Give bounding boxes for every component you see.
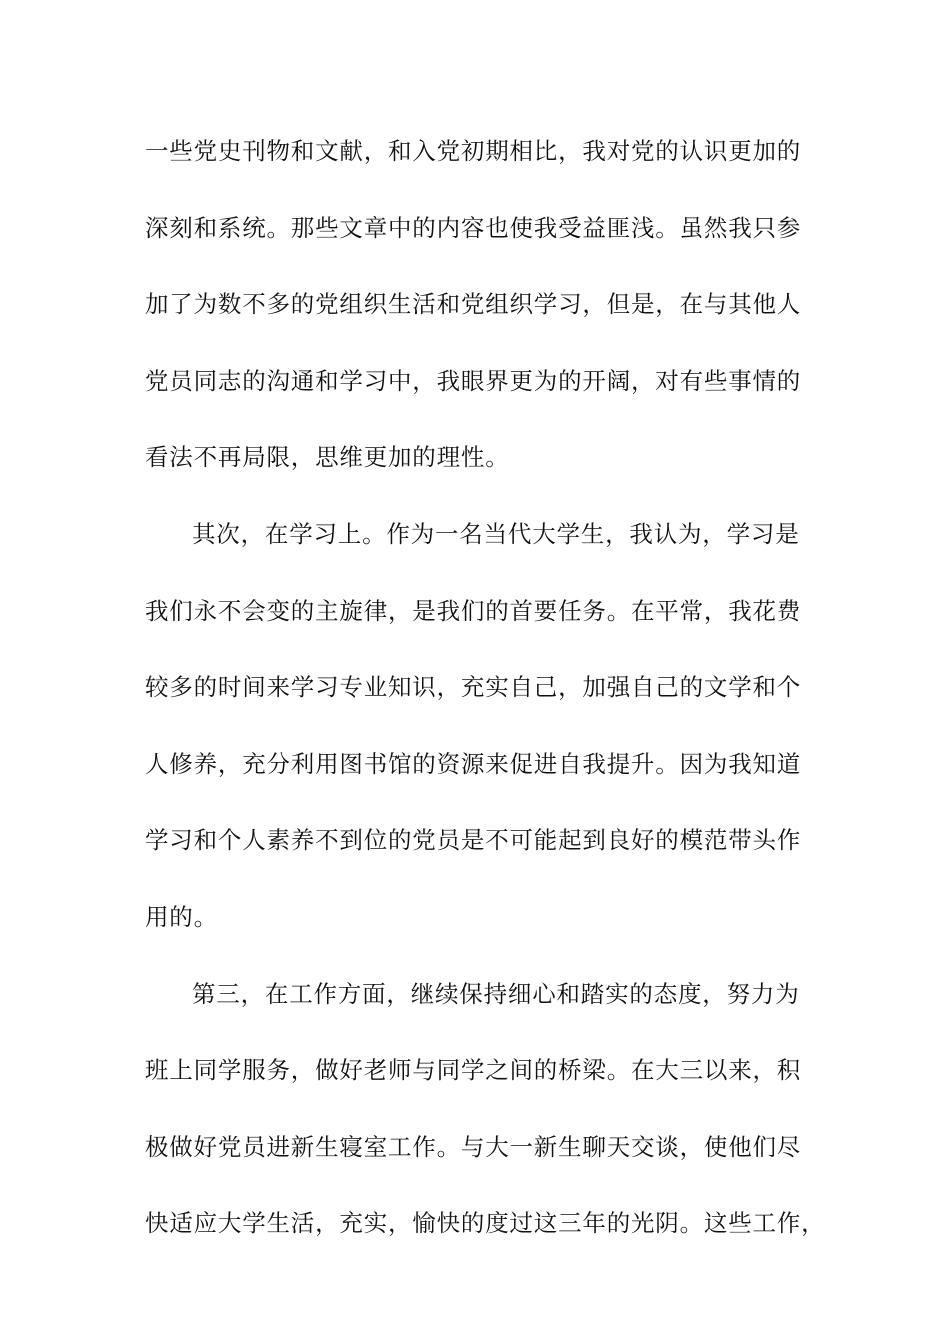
text-line-15: 快适应大学生活，充实，愉快的度过这三年的光阴。这些工作， [145, 1209, 826, 1238]
body-text [145, 126, 826, 1275]
paragraph-start-study: 其次，在学习上。作为一名当代大学生，我认为，学习是 [192, 519, 800, 548]
text-line-8: 较多的时间来学习专业知识，充实自己，加强自己的文学和个 [145, 673, 802, 702]
text-line-4: 党员同志的沟通和学习中，我眼界更为的开阔，对有些事情的 [145, 366, 802, 395]
text-line-13: 班上同学服务，做好老师与同学之间的桥梁。在大三以来，积 [145, 1056, 802, 1085]
text-line-11: 用的。 [145, 902, 218, 931]
text-line-1: 一些党史刊物和文献，和入党初期相比，我对党的认识更加的 [145, 137, 802, 165]
text-line-10: 学习和个人素养不到位的党员是不可能起到良好的模范带头作 [145, 826, 802, 855]
text-line-9: 人修养，充分利用图书馆的资源来促进自我提升。因为我知道 [145, 749, 802, 778]
text-line-3: 加了为数不多的党组织生活和党组织学习，但是，在与其他人 [145, 290, 802, 319]
text-line-5: 看法不再局限，思维更加的理性。 [145, 443, 510, 472]
paragraph-start-work: 第三，在工作方面，继续保持细心和踏实的态度，努力为 [192, 979, 800, 1008]
text-line-7: 我们永不会变的主旋律，是我们的首要任务。在平常，我花费 [145, 596, 802, 625]
text-line-2: 深刻和系统。那些文章中的内容也使我受益匪浅。虽然我只参 [145, 213, 802, 242]
text-line-14: 极做好党员进新生寝室工作。与大一新生聊天交谈，使他们尽 [145, 1132, 802, 1161]
